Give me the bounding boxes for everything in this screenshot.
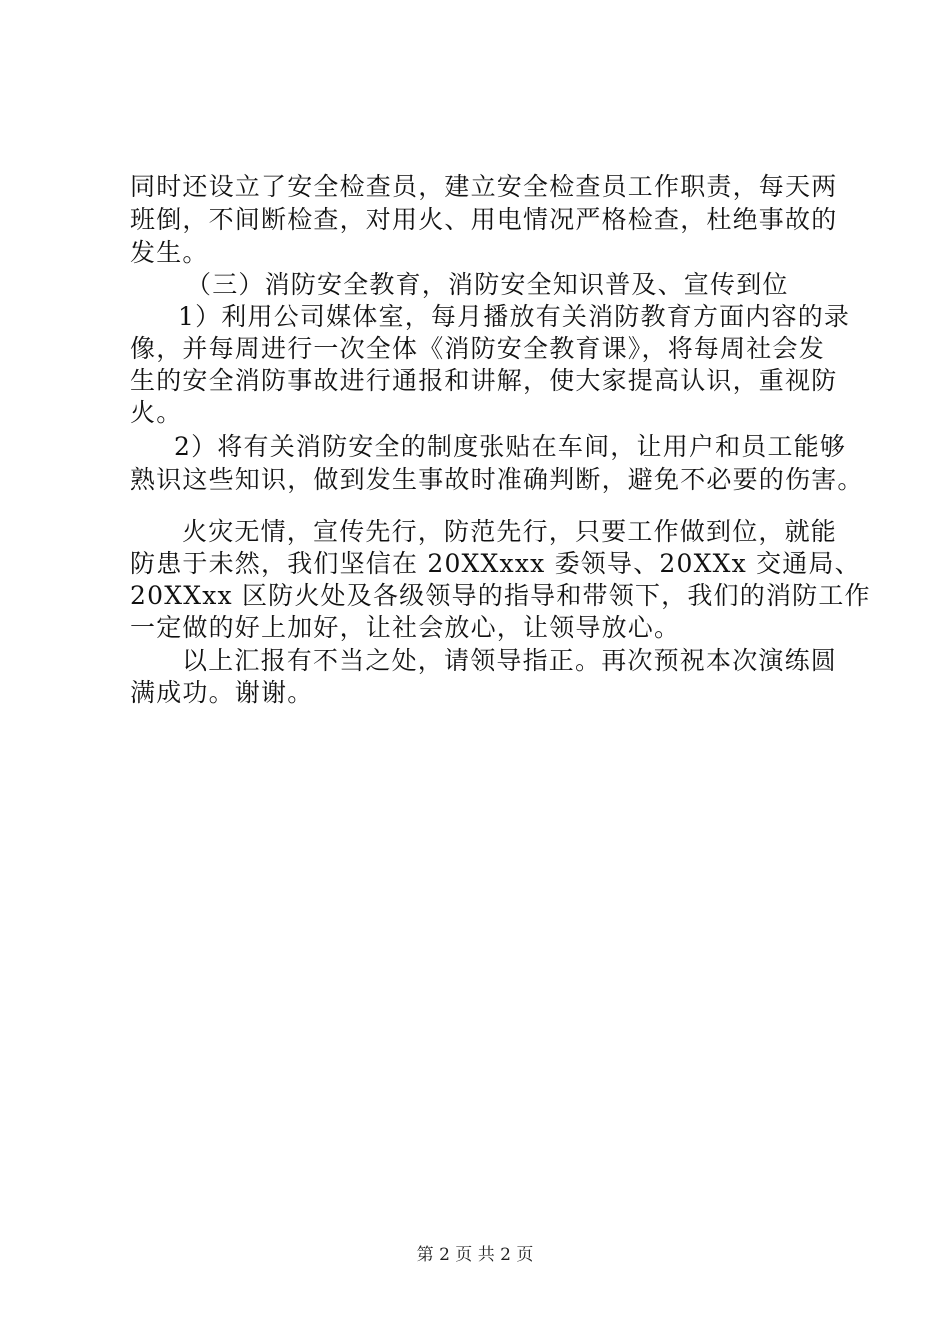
paragraph-start-line: 以上汇报有不当之处，请领导指正。再次预祝本次演练圆: [182, 646, 838, 675]
page-footer: 第 2 页 共 2 页: [416, 1245, 534, 1265]
body-text-line: 满成功。谢谢。: [130, 678, 314, 707]
body-text-line: 班倒，不间断检查，对用火、用电情况严格检查，杜绝事故的: [130, 205, 838, 234]
body-text-line: 像，并每周进行一次全体《消防安全教育课》，将每周社会发: [130, 334, 825, 363]
body-text-line: 熟识这些知识，做到发生事故时准确判断，避免不必要的伤害。: [130, 465, 864, 494]
body-text-line: 发生。: [130, 238, 209, 267]
section-heading: （三）消防安全教育，消防安全知识普及、宣传到位: [186, 270, 789, 299]
body-text-line: 防患于未然，我们坚信在 20XXxxx 委领导、20XXx 交通局、: [130, 549, 861, 578]
list-item-2-line: 2）将有关消防安全的制度张贴在车间，让用户和员工能够: [174, 432, 847, 461]
body-text-line: 生的安全消防事故进行通报和讲解，使大家提高认识，重视防: [130, 366, 838, 395]
paragraph-start-line: 火灾无情，宣传先行，防范先行，只要工作做到位，就能: [182, 517, 838, 546]
body-text-line: 一定做的好上加好，让社会放心，让领导放心。: [130, 613, 681, 642]
body-text-line: 同时还设立了安全检查员，建立安全检查员工作职责，每天两: [130, 172, 838, 201]
body-text-line: 20XXxx 区防火处及各级领导的指导和带领下，我们的消防工作: [130, 581, 871, 610]
list-item-1-line: 1）利用公司媒体室，每月播放有关消防教育方面内容的录: [178, 302, 851, 331]
body-text-line: 火。: [130, 398, 183, 427]
